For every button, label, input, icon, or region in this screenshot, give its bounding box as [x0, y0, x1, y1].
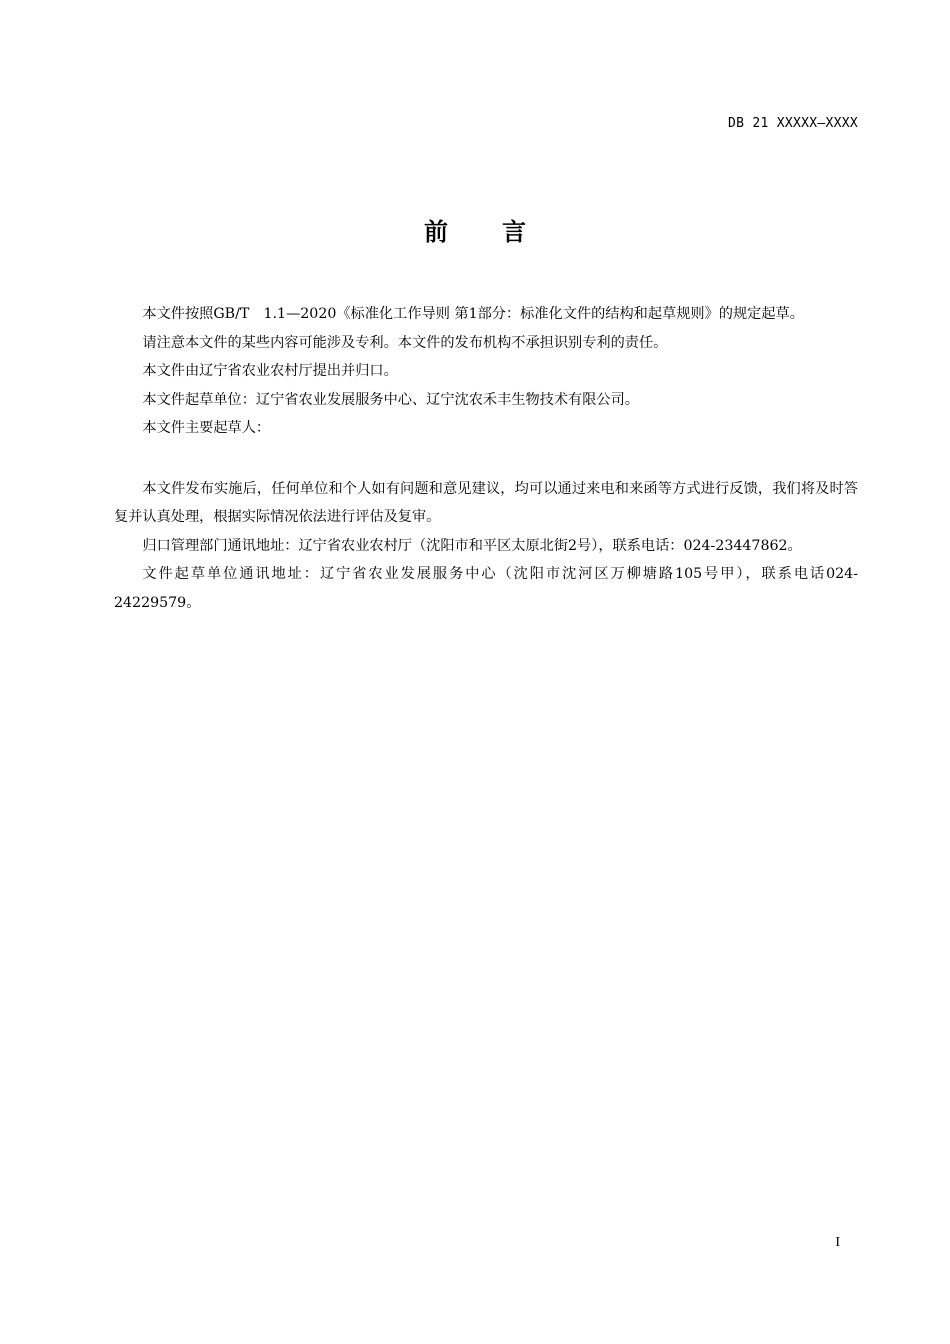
paragraph-proposer: 本文件由辽宁省农业农村厅提出并归口。 [142, 363, 398, 379]
page-title: 前言 [424, 218, 580, 246]
paragraph-feedback: 本文件发布实施后，任何单位和个人如有问题和意见建议，均可以通过来电和来函等方式进行反馈，我们将及时答复并认真处理，根据实际情况依法进行评估及复审。 [114, 480, 858, 525]
paragraph-drafting-units: 本文件起草单位：辽宁省农业发展服务中心、辽宁沈农禾丰生物技术有限公司。 [142, 391, 639, 408]
paragraph-authority-address: 归口管理部门通讯地址：辽宁省农业农村厅（沈阳市和平区太原北街2号），联系电话：024-23447862。 [142, 537, 802, 554]
paragraph-main-drafters: 本文件主要起草人： [142, 420, 271, 436]
paragraph-drafter-address: 文件起草单位通讯地址：辽宁省农业发展服务中心（沈阳市沈河区万柳塘路105号甲），联系电话024-24229579。 [114, 566, 858, 611]
paragraph-patent-notice: 请注意本文件的某些内容可能涉及专利。本文件的发布机构不承担识别专利的责任。 [142, 334, 668, 351]
document-body [114, 300, 858, 617]
paragraph-standard-basis: 本文件按照GB/T 1.1—2020《标准化工作导则 第1部分：标准化文件的结构和起草规则》的规定起草。 [142, 306, 804, 322]
document-code: DB 21 XXXXX—XXXX [727, 116, 858, 131]
page-number: I [835, 1235, 840, 1250]
paragraph-spacer [114, 443, 858, 475]
